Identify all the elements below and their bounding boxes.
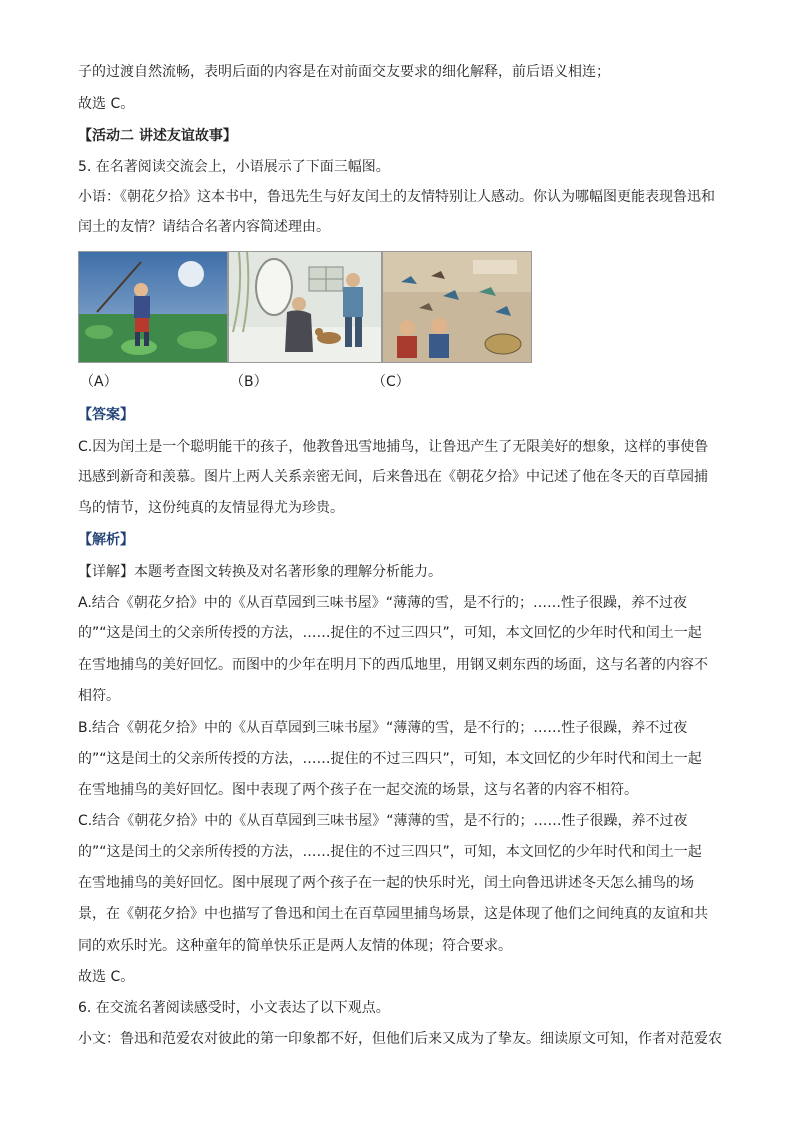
analysis-label: 【解析】	[78, 532, 134, 548]
detail-line: 【详解】本题考查图文转换及对名著形象的理解分析能力。	[78, 564, 442, 580]
option-a-text: 的”“这是闰土的父亲所传授的方法，……捉住的不过三四只”，可知，本文回忆的少年时代和闰土一起	[78, 625, 702, 641]
caption-b: （B）	[230, 374, 268, 390]
text-line: 故选 C。	[78, 96, 135, 112]
option-c-text: 景，在《朝花夕拾》中也描写了鲁迅和闰土在百草园里捕鸟场景，这是体现了他们之间纯真的友谊和共	[78, 906, 708, 922]
text-line: 闰土的友情？请结合名著内容简述理由。	[78, 219, 330, 235]
option-c-text: 的”“这是闰土的父亲所传授的方法，……捉住的不过三四只”，可知，本文回忆的少年时代和闰土一起	[78, 844, 702, 860]
caption-c: （C）	[372, 374, 410, 390]
answer-text: 鸟的情节，这份纯真的友情显得尤为珍贵。	[78, 500, 344, 516]
caption-a: （A）	[80, 374, 118, 390]
question-5: 5. 在名著阅读交流会上，小语展示了下面三幅图。	[78, 159, 390, 175]
answer-text: 迅感到新奇和羡慕。图片上两人关系亲密无间，后来鲁迅在《朝花夕拾》中记述了他在冬天的百草园捕	[78, 469, 708, 485]
section-heading: 【活动二 讲述友谊故事】	[78, 128, 237, 144]
text-line: 小语：《朝花夕拾》这本书中，鲁迅先生与好友闰土的友情特别让人感动。你认为哪幅图更能表现鲁迅和	[78, 189, 715, 205]
option-c-text: 同的欢乐时光。这种童年的简单快乐正是两人友情的体现；符合要求。	[78, 938, 512, 954]
question-6: 6. 在交流名著阅读感受时，小文表达了以下观点。	[78, 1000, 390, 1016]
answer-label: 【答案】	[78, 407, 134, 423]
option-b-text: B.结合《朝花夕拾》中的《从百草园到三味书屋》“薄薄的雪，是不行的；……性子很躁，养不过夜	[78, 720, 688, 736]
answer-text: C.因为闰土是一个聪明能干的孩子，他教鲁迅雪地捕鸟，让鲁迅产生了无限美好的想象，这样的事使鲁	[78, 439, 709, 455]
option-b-text: 的”“这是闰土的父亲所传授的方法，……捉住的不过三四只”，可知，本文回忆的少年时代和闰土一起	[78, 751, 702, 767]
text-line: 小文：鲁迅和范爱农对彼此的第一印象都不好，但他们后来又成为了挚友。细读原文可知，作者对范爱农	[78, 1031, 722, 1047]
illustration-a	[78, 251, 228, 363]
illustration-c	[382, 251, 532, 363]
option-a-text: 相符。	[78, 688, 120, 704]
text-line: 子的过渡自然流畅，表明后面的内容是在对前面交友要求的细化解释，前后语义相连；	[78, 64, 610, 80]
option-c-text: 在雪地捕鸟的美好回忆。图中展现了两个孩子在一起的快乐时光，闰土向鲁迅讲述冬天怎么捕鸟的场	[78, 875, 694, 891]
option-b-text: 在雪地捕鸟的美好回忆。图中表现了两个孩子在一起交流的场景，这与名著的内容不相符。	[78, 782, 638, 798]
option-a-text: 在雪地捕鸟的美好回忆。而图中的少年在明月下的西瓜地里，用钢叉刺东西的场面，这与名著的内容不	[78, 657, 708, 673]
text-line: 故选 C。	[78, 969, 135, 985]
option-c-text: C.结合《朝花夕拾》中的《从百草园到三味书屋》“薄薄的雪，是不行的；……性子很躁，养不过夜	[78, 813, 688, 829]
option-a-text: A.结合《朝花夕拾》中的《从百草园到三味书屋》“薄薄的雪，是不行的；……性子很躁，养不过夜	[78, 595, 688, 611]
illustration-b	[228, 251, 382, 363]
